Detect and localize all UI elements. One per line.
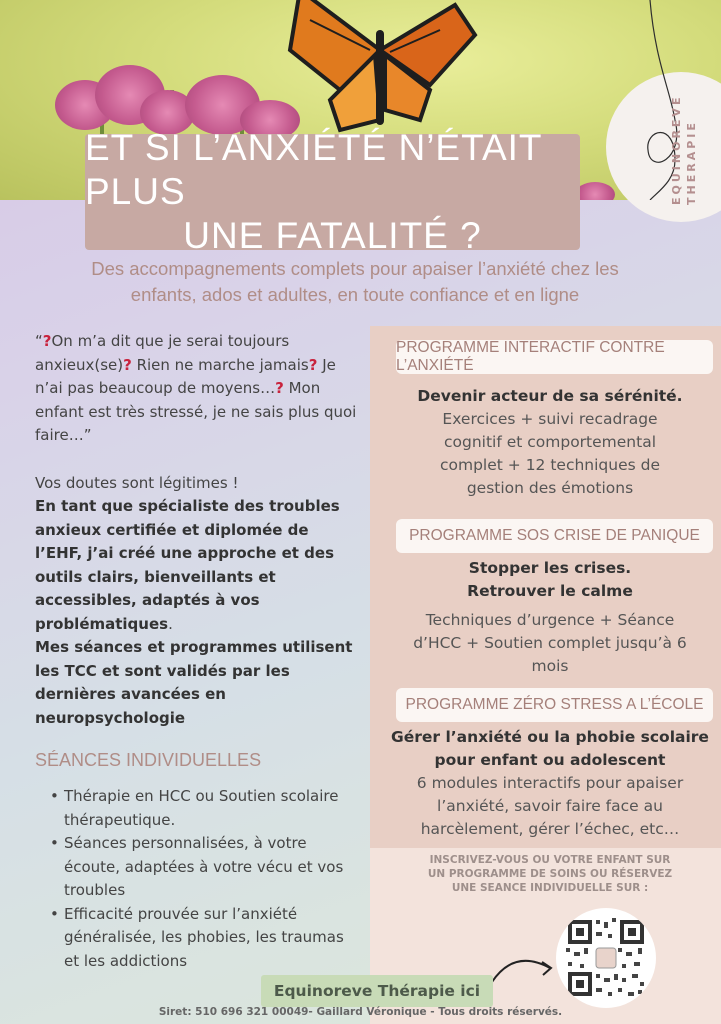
question-mark-icon: ? — [275, 379, 284, 397]
program-2-body: Techniques d’urgence + Séance d’HCC + Soutien complet jusqu’à 6 mois — [413, 611, 687, 675]
question-mark-icon: ? — [123, 355, 132, 374]
logo-line-1: EQUINOREVE — [670, 94, 683, 205]
title-line-2: UNE FATALITÉ ? — [183, 215, 482, 256]
program-3-description — [380, 726, 720, 841]
intro-dot: . — [168, 614, 173, 633]
list-item: • Thérapie en HCC ou Soutien scolaire thérapeutique. — [50, 785, 360, 832]
qr-code[interactable] — [556, 908, 656, 1008]
signup-instructions — [390, 853, 710, 895]
quote-text-3: Je n’ai pas beaucoup de moyens… — [35, 355, 336, 397]
intro-paragraph — [35, 472, 360, 731]
testimonial-quote — [35, 330, 360, 448]
program-1-label[interactable]: PROGRAMME INTERACTIF CONTRE L’ANXIÉTÉ — [396, 340, 713, 374]
page-subtitle — [30, 256, 680, 308]
intro-credentials: En tant que spécialiste des troubles anxieux certifiée et diplomée de l’EHF, j’ai créé une approche et des outils clairs, bienveillants et accessibles, adaptés à vos problématiques — [35, 497, 340, 633]
title-line-1: ET SI L’ANXIÉTÉ N’ÉTAIT PLUS — [85, 127, 542, 212]
intro-methods: Mes séances et programmes utilisent les TCC et sont validés par les dernières avancées en neuropsychologie — [35, 638, 353, 727]
quote-open: “ — [35, 332, 43, 350]
quote-text-1: On m’a dit que je serai toujours anxieux(se) — [35, 332, 290, 374]
qr-code-icon — [556, 908, 656, 1008]
page-title — [85, 127, 580, 256]
signup-line-3: UNE SEANCE INDIVIDUELLE SUR : — [451, 882, 649, 894]
subtitle-line-1: Des accompagnements complets pour apaiser l’anxiété chez les — [91, 258, 619, 279]
subtitle-line-2: enfants, ados et adultes, en toute confiance et en ligne — [130, 284, 580, 305]
left-column — [35, 330, 360, 730]
program-3-label[interactable]: PROGRAMME ZÉRO STRESS A L’ÉCOLE — [396, 688, 713, 722]
individual-sessions-heading: SÉANCES INDIVIDUELLES — [35, 750, 262, 770]
quote-text-4: Mon enfant est très stressé, je ne sais plus quoi faire…” — [35, 379, 357, 444]
intro-lead: Vos doutes sont légitimes ! — [35, 473, 239, 492]
list-item: • Séances personnalisées, à votre écoute, adaptées à votre vécu et vos troubles — [50, 832, 360, 903]
footer-legal: Siret: 510 696 321 00049- Gaillard Véronique - Tous droits réservés. — [158, 1006, 563, 1018]
program-2-label[interactable]: PROGRAMME SOS CRISE DE PANIQUE — [396, 519, 713, 553]
individual-sessions-list — [50, 785, 360, 973]
signup-line-2: UN PROGRAMME DE SOINS OU RÉSERVEZ — [427, 868, 673, 880]
logo-line-2: THERAPIE — [685, 120, 698, 205]
quote-text-2: Rien ne marche jamais — [131, 355, 309, 374]
arrow-icon — [488, 950, 558, 990]
program-2-head: Stopper les crises. Retrouver le calme — [467, 559, 633, 600]
program-1-head: Devenir acteur de sa sérénité. — [417, 387, 683, 405]
program-2-description — [380, 557, 720, 678]
program-1-description — [380, 385, 720, 500]
logo-wordmark — [670, 90, 710, 205]
signup-line-1: INSCRIVEZ-VOUS OU VOTRE ENFANT SUR — [429, 854, 671, 866]
program-3-body: 6 modules interactifs pour apaiser l’anxiété, savoir faire face au harcèlement, gérer l’échec, etc… — [416, 774, 684, 838]
question-mark-icon: ? — [42, 332, 52, 350]
program-1-body: Exercices + suivi recadrage cognitif et comportemental complet + 12 techniques de gestion des émotions — [439, 410, 661, 497]
program-3-head: Gérer l’anxiété ou la phobie scolaire pour enfant ou adolescent — [391, 728, 709, 769]
list-item: • Efficacité prouvée sur l’anxiété généralisée, les phobies, les traumas et les addictions — [50, 903, 360, 974]
question-mark-icon: ? — [308, 355, 318, 374]
booking-link-button[interactable]: Equinoreve Thérapie ici — [261, 975, 493, 1007]
